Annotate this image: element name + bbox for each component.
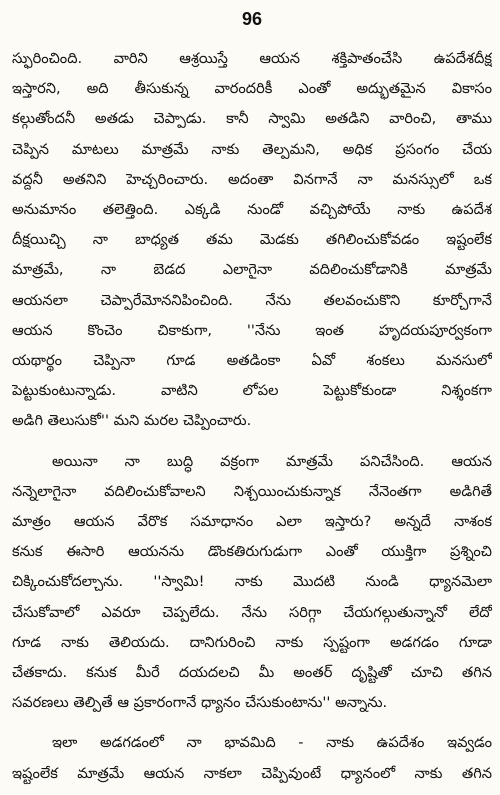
body-text xyxy=(12,44,492,789)
text-line: చేసుకోవాలో ఎవరూ చెప్పలేదు. నేను సరిగ్గా చేయగల్గుతున్నానో లేదో xyxy=(12,603,492,621)
text-line: చిక్కించుకోదల్చాను. ''స్వామి! నాకు మొదటి నుండి ధ్యానమెలా xyxy=(12,573,492,591)
text-line: వద్దనీ అతనిని హెచ్చరించారు. అదంతా వినగానే నా మనస్సులో ఒక xyxy=(12,170,492,188)
text-line: చెప్పిన మాటలు మాత్రమే నాకు తెల్పమని, అధిక ప్రసంగం చేయ xyxy=(12,140,492,158)
text-line: ఆయనలా చెప్పారేమోననిపించింది. నేను తలవంచుకొని కూర్చోగానే xyxy=(12,291,492,309)
text-line: స్ఫురించింది. వారిని ఆశ్రయిస్తే ఆయన శక్తిపాతంచేసి ఉపదేశదీక్ష xyxy=(12,50,492,67)
text-line: దీక్షయిచ్చి నా బాధ్యత తమ మెడకు తగిలించుకోవడం ఇష్టంలేక xyxy=(12,231,492,249)
text-line: యథార్థం చెప్పినా గూడ అతడింకా ఏవో శంకలు మనసులో xyxy=(12,352,492,370)
text-line: కల్గుతోందనీ అతడు చెప్పాడు. కానీ స్వామి అతడిని వారించి, తాము xyxy=(12,110,492,128)
text-line: సవరణలు తెల్పితే ఆ ప్రకారంగానే ధ్యానం చేసుకుంటాను'' అన్నాను. xyxy=(12,694,388,712)
text-line: అనుమానం తలెత్తింది. ఎక్కడి నుండో వచ్చిపోయే నాకు ఉపదేశ xyxy=(12,201,492,219)
text-line: చేతకాదు. కనుక మీరే దయదలచి మీ అంతర్ దృష్టితో చూచి తగిన xyxy=(12,664,492,682)
text-line: మాత్రం ఆయన వేరొక సమాధానం ఎలా ఇస్తారు? అన్నదే నాశంక xyxy=(12,513,492,531)
paragraph-1 xyxy=(12,44,492,437)
text-line: ఇలా అడగడంలో నా భావమిది - నాకు ఉపదేశం ఇవ్వడం xyxy=(52,734,492,752)
text-line: నన్నెలాగైనా వదిలించుకోవాలని నిశ్చయించుకున్నాక నేనెంతగా అడిగితే xyxy=(12,482,492,500)
paragraph-3 xyxy=(12,728,492,788)
text-line: గూడ నాకు తెలియదు. దానిగురించి నాకు స్పష్టంగా అడగడం గూడా xyxy=(12,633,492,651)
text-line: అడిగి తెలుసుకో'' మని మరల చెప్పించారు. xyxy=(12,412,252,430)
text-line: కనుక ఈసారి ఆయనను డొంకతిరుగుడుగా ఎంతో యుక్తిగా ప్రశ్నించి xyxy=(12,543,492,561)
text-line: అయినా నా బుద్ధి వక్రంగా మాత్రమే పనిచేసింది. ఆయన xyxy=(52,452,492,470)
paragraph-2 xyxy=(12,447,492,719)
text-line: ఆయన కొంచెం చికాకుగా, ''నేను ఇంత హృదయపూర్వకంగా xyxy=(12,321,492,339)
text-line: మాత్రమే, నా బెడద ఎలాగైనా వదిలించుకోడానికి మాత్రమే xyxy=(12,261,492,279)
page-number: 96 xyxy=(241,9,263,29)
text-line: ఇష్టంలేక మాత్రమే ఆయన నాకలా చెప్పివుంటే ధ్యానంలో నాకు తగిన xyxy=(12,764,492,782)
text-line: పెట్టుకుంటున్నాడు. వాటిని లోపల పెట్టుకోకుండా నిశ్శంకగా xyxy=(12,382,492,400)
text-line: ఇస్తారని, అది తీసుకున్న వారందరికీ ఎంతో అద్భుతమైన వికాసం xyxy=(12,80,492,98)
